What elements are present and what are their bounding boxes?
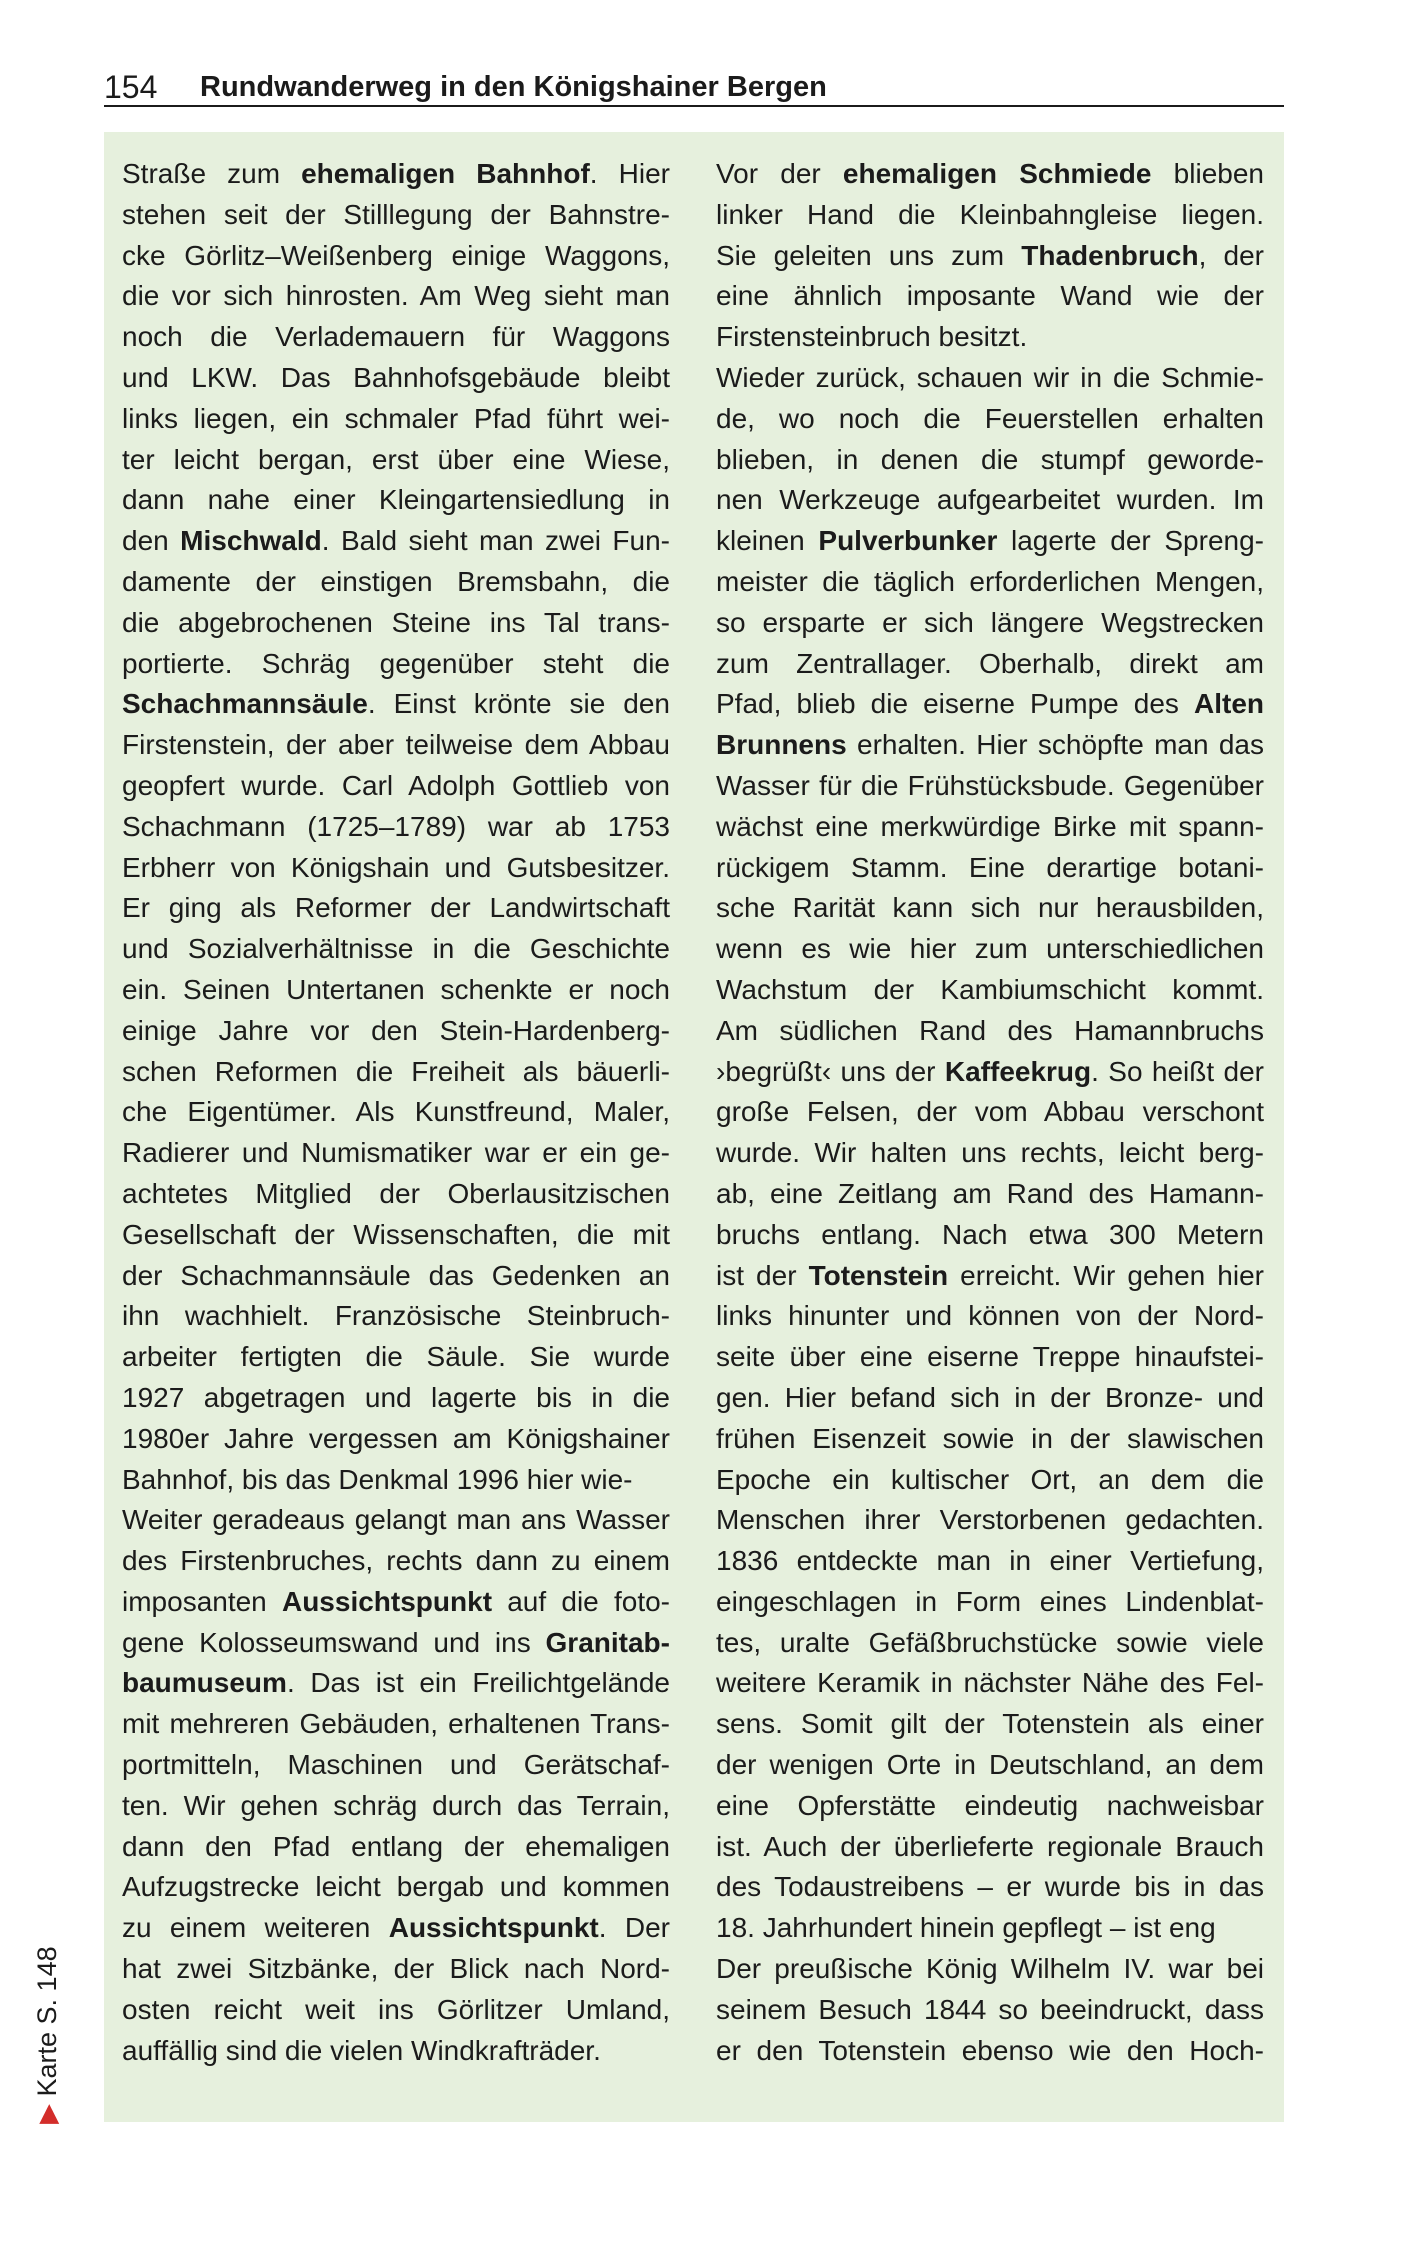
text-line: einige Jahre vor den Stein-Hardenberg- [122, 1014, 670, 1046]
text-line: baumuseum. Das ist ein Freilichtgelände [122, 1667, 670, 1699]
page-header [104, 66, 1284, 108]
text-line: Radierer und Numismatiker war er ein ge- [122, 1137, 670, 1169]
text-line: Er ging als Reformer der Landwirtschaft [122, 892, 670, 924]
highlighted-place: ehemaligen Bahnhof [301, 158, 590, 189]
text-line: Aufzugstrecke leicht bergab und kommen [122, 1871, 670, 1903]
text-line: seinem Besuch 1844 so beeindruckt, dass [716, 1993, 1264, 2025]
text-line: de, wo noch die Feuerstellen erhalten [716, 402, 1264, 434]
highlighted-place: Schachmannsäule [122, 688, 368, 720]
text-line: und LKW. Das Bahnhofsgebäude bleibt [122, 361, 670, 393]
text-line: osten reicht weit ins Görlitzer Umland, [122, 1993, 670, 2025]
text-line: rückigem Stamm. Eine derartige botani- [716, 851, 1264, 883]
text-line: Schachmann (1725–1789) war ab 1753 [122, 810, 670, 842]
text-line: der wenigen Orte in Deutschland, an dem [716, 1749, 1264, 1781]
header-rule [104, 105, 1284, 107]
text-line: Wachstum der Kambiumschicht kommt. [716, 973, 1264, 1005]
paragraph [122, 154, 670, 1500]
highlighted-place: Aussichtspunkt [388, 1912, 599, 1944]
text-line: auffällig sind die vielen Windkrafträder. [122, 2034, 601, 2066]
text-line: ist. Auch der überlieferte regionale Brauch [716, 1830, 1264, 1862]
text-line: noch die Verlademauern für Waggons [122, 321, 670, 353]
text-line: Sie geleiten uns zum Thadenbruch, der [716, 239, 1264, 271]
text-line: ist der Totenstein erreicht. Wir gehen hier [716, 1259, 1264, 1291]
text-line: sche Rarität kann sich nur herausbilden, [716, 892, 1264, 924]
map-reference[interactable] [30, 1946, 64, 2124]
text-line: gen. Hier befand sich in der Bronze- und [716, 1381, 1264, 1413]
text-line: frühen Eisenzeit sowie in der slawischen [716, 1422, 1264, 1454]
text-line: mit mehreren Gebäuden, erhaltenen Trans- [122, 1708, 670, 1740]
highlighted-place: Aussichtspunkt [281, 1585, 493, 1617]
text-line: linker Hand die Kleinbahngleise liegen. [716, 198, 1264, 230]
column-left [122, 154, 670, 2071]
text-line: dann nahe einer Kleingartensiedlung in [122, 484, 670, 516]
text-line: nen Werkzeuge aufgearbeitet wurden. Im [716, 484, 1264, 516]
paragraph [716, 154, 1264, 358]
highlighted-place: Kaffeekrug [944, 1055, 1092, 1087]
text-line: 1980er Jahre vergessen am Königshainer [122, 1422, 670, 1454]
text-line: Bahnhof, bis das Denkmal 1996 hier wie- [122, 1463, 633, 1495]
text-line: schen Reformen die Freiheit als bäuerli- [122, 1055, 670, 1087]
text-line: eine Opferstätte eindeutig nachweisbar [716, 1789, 1264, 1821]
text-line: cke Görlitz–Weißenberg einige Waggons, [122, 239, 670, 271]
text-line: zu einem weiteren Aussichtspunkt. Der [122, 1912, 670, 1944]
highlighted-place: Pulverbunker [818, 525, 998, 557]
text-line: weitere Keramik in nächster Nähe des Fel- [716, 1667, 1264, 1699]
highlighted-place: baumuseum [122, 1667, 287, 1699]
text-line: eine ähnlich imposante Wand wie der [716, 280, 1264, 312]
text-line: Firstensteinbruch besitzt. [716, 321, 1028, 353]
paragraph [716, 358, 1264, 1949]
text-line: gene Kolosseumswand und ins Granitab- [122, 1626, 670, 1658]
text-line: wächst eine merkwürdige Birke mit spann- [716, 810, 1264, 842]
text-line: Der preußische König Wilhelm IV. war bei [716, 1953, 1264, 1985]
text-line: eingeschlagen in Form eines Lindenblat- [716, 1585, 1264, 1617]
text-line: arbeiter fertigten die Säule. Sie wurde [122, 1341, 670, 1373]
text-line: links liegen, ein schmaler Pfad führt wei- [122, 402, 670, 434]
page-number: 154 [104, 69, 158, 105]
highlighted-place: Alten [1194, 688, 1264, 720]
text-line: Weiter geradeaus gelangt man ans Wasser [122, 1504, 670, 1536]
text-line: ten. Wir gehen schräg durch das Terrain, [122, 1789, 670, 1821]
text-line: geopfert wurde. Carl Adolph Gottlieb von [122, 769, 670, 801]
text-line: dann den Pfad entlang der ehemaligen [122, 1830, 670, 1862]
text-line: Pfad, blieb die eiserne Pumpe des Alten [716, 688, 1264, 720]
text-line: Vor der ehemaligen Schmiede blieben [716, 158, 1264, 189]
highlighted-place: ehemaligen Schmiede [842, 158, 1152, 189]
triangle-marker-icon: ▶ [32, 2104, 62, 2124]
text-line: ihn wachhielt. Französische Steinbruch- [122, 1300, 670, 1332]
text-line: seite über eine eiserne Treppe hinaufstei- [716, 1341, 1264, 1373]
text-line: und Sozialverhältnisse in die Geschichte [122, 933, 670, 965]
text-line: damente der einstigen Bremsbahn, die [122, 565, 670, 597]
text-line: Firstenstein, der aber teilweise dem Abbau [122, 729, 670, 761]
text-line: blieben, in denen die stumpf geworde- [716, 443, 1264, 475]
text-line: 1836 entdeckte man in einer Vertiefung, [716, 1545, 1264, 1577]
text-line: die abgebrochenen Steine ins Tal trans- [122, 606, 670, 638]
text-line: che Eigentümer. Als Kunstfreund, Maler, [122, 1096, 670, 1128]
text-line: imposanten Aussichtspunkt auf die foto- [122, 1585, 670, 1617]
text-line: ab, eine Zeitlang am Rand des Hamann- [716, 1177, 1264, 1209]
text-line: Epoche ein kultischer Ort, an dem die [716, 1463, 1264, 1495]
text-line: so ersparte er sich längere Wegstrecken [716, 606, 1264, 638]
text-line: Wasser für die Frühstücksbude. Gegenüber [716, 769, 1264, 801]
paragraph [122, 1500, 670, 2071]
text-line: links hinunter und können von der Nord- [716, 1300, 1264, 1332]
text-line: zum Zentrallager. Oberhalb, direkt am [716, 647, 1264, 679]
text-line: bruchs entlang. Nach etwa 300 Metern [716, 1218, 1264, 1250]
highlighted-place: Mischwald [180, 525, 322, 557]
text-line: portmitteln, Maschinen und Gerätschaf- [122, 1749, 670, 1781]
text-line: des Todaustreibens – er wurde bis in das [716, 1871, 1264, 1903]
text-line: der Schachmannsäule das Gedenken an [122, 1259, 670, 1291]
text-line: Brunnens erhalten. Hier schöpfte man das [716, 729, 1264, 761]
paragraph [716, 1949, 1264, 2071]
highlighted-place: Thadenbruch [1021, 239, 1199, 271]
text-box [104, 132, 1284, 2122]
text-line: stehen seit der Stilllegung der Bahnstre- [122, 198, 670, 230]
highlighted-place: Granitab- [545, 1626, 670, 1658]
text-line: sens. Somit gilt der Totenstein als einer [716, 1708, 1264, 1740]
text-line: Schachmannsäule. Einst krönte sie den [122, 688, 670, 720]
text-line: des Firstenbruches, rechts dann zu einem [122, 1545, 670, 1577]
text-line: portierte. Schräg gegenüber steht die [122, 647, 670, 679]
text-line: kleinen Pulverbunker lagerte der Spreng- [716, 525, 1264, 557]
text-line: Am südlichen Rand des Hamannbruchs [716, 1014, 1264, 1046]
text-line: ›begrüßt‹ uns der Kaffeekrug. So heißt der [716, 1055, 1264, 1087]
text-line: 1927 abgetragen und lagerte bis in die [122, 1381, 670, 1413]
text-line: ter leicht bergan, erst über eine Wiese, [122, 443, 670, 475]
highlighted-place: Totenstein [808, 1259, 949, 1291]
highlighted-place: Brunnens [716, 729, 847, 761]
text-line: Gesellschaft der Wissenschaften, die mit [122, 1218, 670, 1250]
text-line: wenn es wie hier zum unterschiedlichen [716, 933, 1264, 965]
text-line: den Mischwald. Bald sieht man zwei Fun- [122, 525, 671, 557]
running-title: Rundwanderweg in den Königshainer Bergen [200, 71, 827, 103]
column-right [716, 154, 1264, 2071]
text-line: ein. Seinen Untertanen schenkte er noch [122, 973, 670, 1005]
text-line: tes, uralte Gefäßbruchstücke sowie viele [716, 1626, 1264, 1658]
text-line: Wieder zurück, schauen wir in die Schmie- [716, 361, 1264, 393]
text-line: hat zwei Sitzbänke, der Blick nach Nord- [122, 1953, 670, 1985]
text-line: achtetes Mitglied der Oberlausitzischen [122, 1177, 670, 1209]
text-line: 18. Jahrhundert hinein gepflegt – ist eng [716, 1912, 1216, 1944]
map-reference-label: Karte S. 148 [32, 1946, 62, 2097]
text-line: große Felsen, der vom Abbau verschont [716, 1096, 1264, 1128]
text-line: wurde. Wir halten uns rechts, leicht berg- [716, 1137, 1264, 1169]
text-line: Menschen ihrer Verstorbenen gedachten. [716, 1504, 1264, 1536]
text-line: meister die täglich erforderlichen Mengen, [716, 565, 1264, 597]
text-line: Erbherr von Königshain und Gutsbesitzer. [122, 851, 670, 883]
text-line: die vor sich hinrosten. Am Weg sieht man [122, 280, 670, 312]
text-line: Straße zum ehemaligen Bahnhof. Hier [122, 158, 671, 189]
text-line: er den Totenstein ebenso wie den Hoch- [716, 2034, 1264, 2066]
